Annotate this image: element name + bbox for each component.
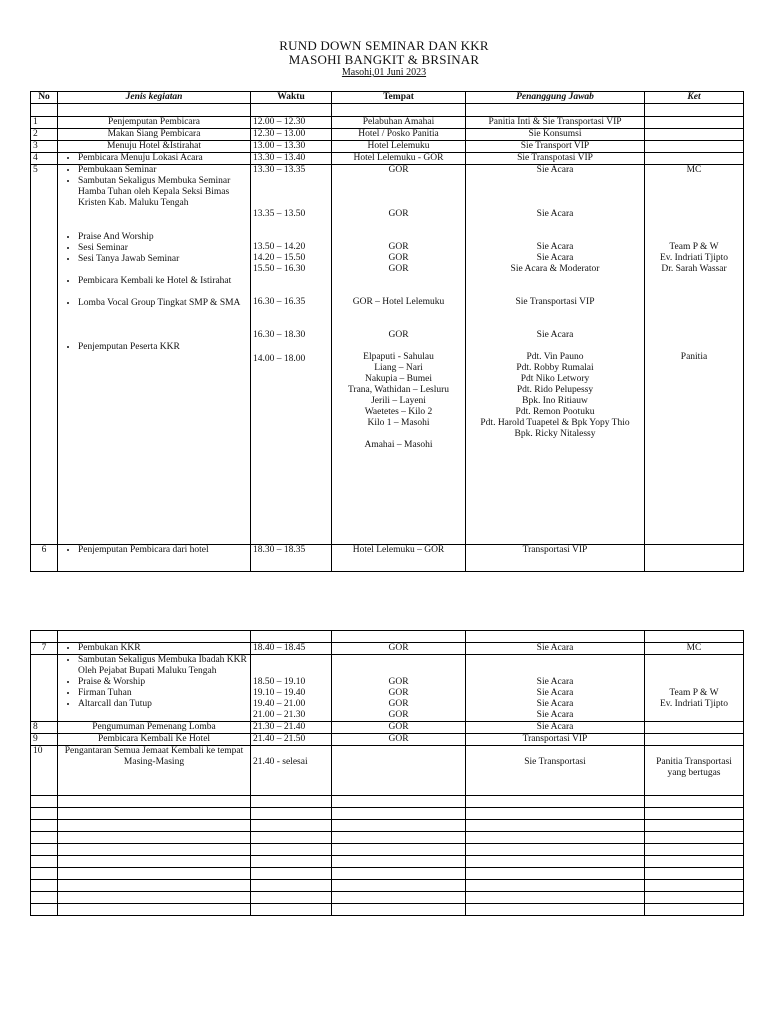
cell-time: 21.40 – 21.50 [251,734,332,746]
date-line: Masohi,01 Juni 2023 [341,67,427,78]
cell-time [251,655,332,722]
cell-pic: Panitia Inti & Sie Transportasi VIP [466,117,645,129]
place-line: GOR [388,165,409,175]
bullet-item: Pembukan KKR [78,643,141,653]
pic-line: Sie Acara [536,209,574,219]
place-line: Amahai – Masohi [364,440,433,450]
col-header-no: No [31,92,58,104]
ket-line: MC [686,165,702,175]
table-row-empty [31,892,744,904]
cell-activity: Pembicara Kembali Ke Hotel [58,734,251,746]
table-row-spacer [31,631,744,643]
bullet-item: Pembicara Kembali ke Hotel & Istirahat [78,276,232,286]
bullet-item: Altarcall dan Tutup [78,699,152,709]
table-row-5 [31,165,744,545]
table-row-empty [31,868,744,880]
table-row-empty [31,820,744,832]
cell-time: 18.40 – 18.45 [251,643,332,655]
cell-pic: Sie Konsumsi [466,129,645,141]
table-row-empty [31,844,744,856]
cell-ket [645,165,744,545]
bullet-item: Sambutan Sekaligus Membuka Seminar Hamba Tuhan oleh Kepala Seksi Bimas Kristen Kab. Maluku Tengah [78,176,231,208]
cell-time [251,746,332,796]
time-line: 16.30 – 16.35 [253,297,306,307]
pic-line: Pdt. Remon Pootuku [515,407,595,417]
bullet-item: Lomba Vocal Group Tingkat SMP & SMA [78,298,241,308]
table-row [31,722,744,734]
bullet-item: Penjemputan Peserta KKR [78,342,180,352]
cell-ket [645,655,744,722]
place-line: GOR [388,710,409,720]
cell-time: 12.30 – 13.00 [251,129,332,141]
cell-no: 3 [31,141,58,153]
cell-time: 21.30 – 21.40 [251,722,332,734]
cell-pic: Sie Acara [466,643,645,655]
cell-pic: Transportasi VIP [466,545,645,572]
pic-line: Bpk. Ricky Nitalessy [514,429,596,439]
cell-place: Hotel / Posko Panitia [332,129,466,141]
place-line: GOR – Hotel Lelemuku [352,297,445,307]
pic-line: Pdt. Harold Tuapetel & Bpk Yopy Thio [480,418,630,428]
cell-ket [645,734,744,746]
cell-ket [645,722,744,734]
cell-no [31,655,58,722]
cell-ket: MC [645,643,744,655]
bullet-item: Sambutan Sekaligus Membuka Ibadah KKR Oleh Pejabat Bupati Maluku Tengah [78,655,247,676]
rundown-table-1 [30,91,744,572]
pic-line: Sie Acara [536,330,574,340]
pic-line: Sie Transportasi [524,757,586,767]
bullet-item: Penjemputan Pembicara dari hotel [78,545,209,555]
time-line: 15.50 – 16.30 [253,264,306,274]
title-line-1: RUND DOWN SEMINAR DAN KKR [279,38,489,53]
table-row-empty [31,808,744,820]
cell-place [332,165,466,545]
cell-activity: Pengumuman Pemenang Lomba [58,722,251,734]
table-row [31,141,744,153]
table-row [31,655,744,722]
pic-line: Pdt. Rido Pelupessy [516,385,594,395]
cell-place: Pelabuhan Amahai [332,117,466,129]
pic-line: Sie Transportasi VIP [515,297,595,307]
cell-ket [645,117,744,129]
rundown-table-2 [30,630,744,916]
table-row [31,643,744,655]
cell-time: 13.00 – 13.30 [251,141,332,153]
table-row [31,129,744,141]
cell-place: GOR [332,722,466,734]
time-line: 13.30 – 13.35 [253,165,306,175]
cell-no: 4 [31,153,58,165]
time-line: 16.30 – 18.30 [253,330,306,340]
cell-activity: Makan Siang Pembicara [58,129,251,141]
pic-line: Pdt Niko Letwory [520,374,590,384]
cell-activity [58,643,251,655]
cell-no: 1 [31,117,58,129]
cell-ket [645,141,744,153]
bullet-item: Praise & Worship [78,677,146,687]
table-row [31,117,744,129]
place-line: GOR [388,677,409,687]
place-line: Waetetes – Kilo 2 [364,407,433,417]
pic-line: Pdt. Vin Pauno [526,352,584,362]
bullet-item: Sesi Tanya Jawab Seminar [78,254,180,264]
time-line: 13.50 – 14.20 [253,242,306,252]
cell-ket [645,746,744,796]
place-line: GOR [388,264,409,274]
pic-line: Sie Acara [536,677,574,687]
pic-line: Sie Acara [536,242,574,252]
pic-line: Sie Acara [536,165,574,175]
pic-line: Sie Acara [536,688,574,698]
cell-pic: Sie Transport VIP [466,141,645,153]
cell-time: 12.00 – 12.30 [251,117,332,129]
ket-line: Panitia Transportasi yang bertugas [656,757,732,778]
time-line: 18.50 – 19.10 [253,677,306,687]
pic-line: Pdt. Robby Rumalai [516,363,594,373]
cell-place [332,746,466,796]
table-row-empty [31,856,744,868]
cell-time: 18.30 – 18.35 [251,545,332,572]
pic-line: Sie Acara & Moderator [510,264,600,274]
cell-activity [58,655,251,722]
place-line: Nakupia – Bumei [364,374,432,384]
ket-line: Ev. Indriati Tjipto [659,253,729,263]
place-line: Elpaputi - Sahulau [363,352,434,362]
bullet-item: Firman Tuhan [78,688,132,698]
pic-line: Sie Acara [536,253,574,263]
time-line: 21.40 - selesai [253,757,308,767]
cell-activity: Menuju Hotel &Istirahat [58,141,251,153]
cell-pic: Transportasi VIP [466,734,645,746]
bullet-item: Sesi Seminar [78,243,128,253]
cell-no: 6 [31,545,58,572]
cell-place: GOR [332,734,466,746]
cell-place [332,655,466,722]
col-header-activity: Jenis kegiatan [58,92,251,104]
cell-pic [466,655,645,722]
col-header-ket: Ket [645,92,744,104]
cell-place: Hotel Lelemuku [332,141,466,153]
table-row [31,153,744,165]
ket-line: Ev. Indriati Tjipto [659,699,729,709]
cell-time: 13.30 – 13.40 [251,153,332,165]
table-row-empty [31,832,744,844]
time-line: 14.00 – 18.00 [253,354,306,364]
cell-pic: Sie Transpotasi VIP [466,153,645,165]
bullet-item: Pembicara Menuju Lokasi Acara [78,153,203,163]
cell-activity [58,153,251,165]
cell-no: 10 [31,746,58,796]
table-row-empty [31,904,744,916]
ket-line: Panitia [680,352,708,362]
bullet-item: Praise And Worship [78,232,154,242]
time-line: 21.00 – 21.30 [253,710,306,720]
place-line: Kilo 1 – Masohi [367,418,430,428]
cell-no: 7 [31,643,58,655]
time-line: 14.20 – 15.50 [253,253,306,263]
place-line: Liang – Nari [374,363,423,373]
ket-line: Team P & W [669,242,719,252]
table-row [31,545,744,572]
table-row [31,746,744,796]
place-line: GOR [388,688,409,698]
cell-no: 8 [31,722,58,734]
cell-pic: Sie Acara [466,722,645,734]
bullet-item: Pembukaan Seminar [78,165,157,175]
cell-ket [645,153,744,165]
place-line: GOR [388,330,409,340]
cell-time [251,165,332,545]
col-header-place: Tempat [332,92,466,104]
cell-ket [645,129,744,141]
col-header-pic: Penanggung Jawab [466,92,645,104]
cell-place: Hotel Lelemuku – GOR [332,545,466,572]
cell-no: 5 [31,165,58,545]
cell-activity [58,165,251,545]
cell-pic [466,165,645,545]
place-line: GOR [388,209,409,219]
place-line: Jerili – Layeni [371,396,426,406]
place-line: Trana, Wathidan – Lesluru [347,385,450,395]
place-line: GOR [388,253,409,263]
cell-no: 9 [31,734,58,746]
time-line: 13.35 – 13.50 [253,209,306,219]
col-header-time: Waktu [251,92,332,104]
title-line-2: MASOHI BANGKIT & BRSINAR [288,52,480,67]
time-line: 19.10 – 19.40 [253,688,306,698]
table-row-spacer [31,104,744,117]
place-line: GOR [388,699,409,709]
cell-activity [58,545,251,572]
cell-place: Hotel Lelemuku - GOR [332,153,466,165]
table-row-empty [31,796,744,808]
cell-no: 2 [31,129,58,141]
cell-activity: Penjemputan Pembicara [58,117,251,129]
table-row-empty [31,880,744,892]
cell-activity: Pengantaran Semua Jemaat Kembali ke tempat Masing-Masing [58,746,251,796]
ket-line: Team P & W [669,688,719,698]
cell-place: GOR [332,643,466,655]
pic-line: Bpk. Ino Ritiauw [522,396,588,406]
cell-ket [645,545,744,572]
table-row [31,734,744,746]
ket-line: Dr. Sarah Wassar [661,264,727,274]
place-line: GOR [388,242,409,252]
time-line: 19.40 – 21.00 [253,699,306,709]
cell-pic [466,746,645,796]
table-header-row [31,92,744,104]
pic-line: Sie Acara [536,699,574,709]
pic-line: Sie Acara [536,710,574,720]
